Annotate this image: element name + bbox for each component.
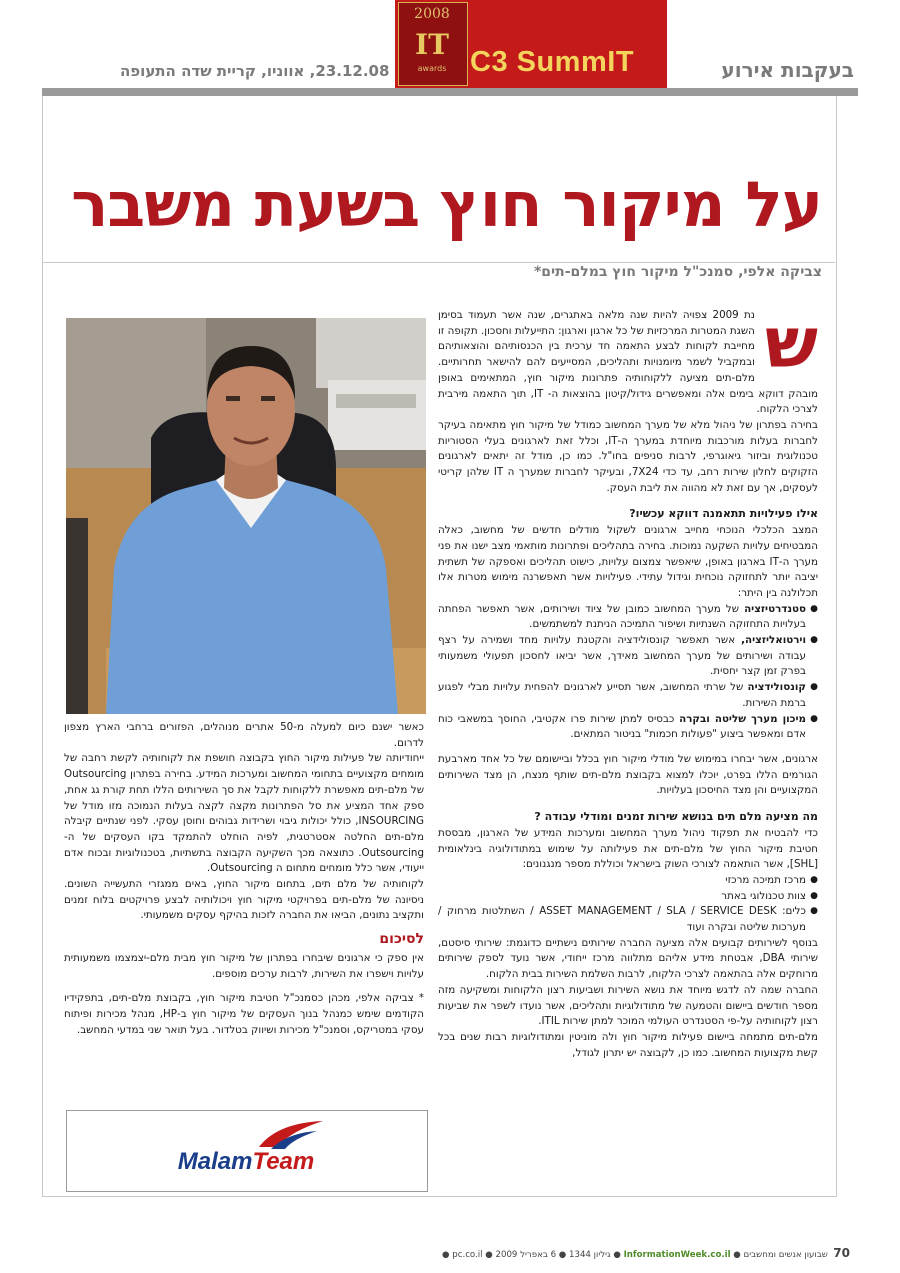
section-paragraph: בנוסף לשירותים קבועים אלה מציעה החברה שירותים נישתיים כדוגמת: שירותי סיסטם, שירותי DBA, אבטחת מידע אליהם מתלווה מרכז ייחודי, אשר נועד לספק שירותים מרוחקים אלה בהתאמה לצרכי הלקוח, לרבות השלמת השירות בבית הלקוח. bbox=[438, 936, 818, 981]
list-item: ● כלים: ASSET MANAGEMENT / SLA / SERVICE DESK / השתלטות מרחוק / מערכות שליטה ובקרה ועוד bbox=[438, 904, 806, 935]
body-paragraph: לקוחותיה של מלם תים, בתחום מיקור החוץ, באים ממגזרי התעשייה השונים. ניסיונה של מלם-תים בפרויקטי מיקור חוץ ויכולותיה לבצע פרויקטים בלוח זמנים ותקציב נתונים, הביאו את החברה לזכות בהיקף עסקים משמעותי. bbox=[64, 878, 424, 922]
activities-list bbox=[438, 602, 818, 743]
section-paragraph: החברה שמה לה לדגש מיוחד את נושא השירות ושביעות רצון הלקוחות ומשקיעה מזה מספר חודשים ביישום והטמעה של מתודולוגיות ותהליכים, אשר נועדו לשפר את שביעות רצון לקוחותיה על-פי הסטנדרט העולמי המוכר למתן שירות ITIL. bbox=[438, 983, 818, 1028]
body-paragraph: ייחודיותה של פעילות מיקור החוץ בקבוצה חושפת את לקוחותיה לקשת רחבה של מומחים מקצועיים בתחומי המחשוב ומערכות המידע. בחירה בפתרון Outsourcing של מלם-תים מאפשרת ללקוחות לקבל את סך השירותים הללו תחת קורת גג אחת, ספק אחד המציע את סל הפתרונות מקצה לקצה בעלות הנמוכה מזו מודל של INSOURCING, כולל יכולות גיבוי ושרידות גבוהים וחוסן עסקי. לפני שנתיים קיבלה מלם-תים החלטה אסטרטגית, לפיה הוחלט להתמקד בקו העסקים של ה-Outsourcing. כתוצאה מכך השקיעה הקבוצה בתשתיות, בטכנולוגיות ובכוח אדם ייעודי, אשר כלל מומחים מתחום ה Outsourcing. bbox=[64, 752, 424, 875]
author-note: * צביקה אלפי, מכהן כסמנכ"ל חטיבת מיקור חוץ, בקבוצת מלם-תים, בתפקידיו הקודמים שימש כמנהל בנוך העסקים של מיקור חוץ ב-HP, מנהל מכירות ופיתוח עסקי במטריקס, וסמנכ"ל מכירות ושיווק בטלדור. בעל תואר שני במדעי המחשב. bbox=[64, 992, 424, 1036]
section-heading-activities: אילו פעילויות תתאמנה דווקא עכשיו? bbox=[629, 507, 818, 521]
list-item: ● סטנדרטיזציה של מערך המחשוב כמובן של ציוד ושירותים, אשר תאפשר הפחתה בעלויות התחזוקה השנתיות ושיפור התמיכה הניתנת למשתמשים. bbox=[438, 602, 806, 633]
section-label: בעקבות אירוע bbox=[721, 58, 854, 82]
laurel-icon: IT bbox=[415, 28, 449, 61]
section-paragraph: המצב הכלכלי הנוכחי מחייב ארגונים לשקול מודלים חדשים של מחשוב, כאלה המבטיחים עלויות השקעה נמוכות. בחירה בתהליכים ופתרונות מותאמי מצב ישנו את פני מערך ה-IT בארגון באופן, שיאפשר צמצום עלויות, כישוט תהליכים ואספקה של תשתית יציבה יותר לתחזוקה נוכחית וגידול עתידי. פעילויות אשר תאפשרנה מימוש מטרות אלו תכלולנה בין היתר: bbox=[438, 524, 818, 599]
dropcap: ש bbox=[764, 302, 818, 384]
issue-info: גיליון 1344 ● 6 באפריל 2009 bbox=[495, 1250, 611, 1260]
page-number: 70 bbox=[833, 1246, 850, 1260]
intro-paragraph-2: בחירה בפתרון של ניהול מלא של מערך המחשוב כמודל של מיקור חוץ מתאימה בעיקר לחברות בעלות מורכבות מיוחדת במערך ה-IT, וכלל זאת לארגונים בעלי הסטוריות טכנולוגית וביזור גיאוגרפי, לרבות סניפים בחו"ל. כמו כן, מודל זה יתאים לארגונים הזקוקים לחלון שירות רחב, עד כדי 7X24, ובעיקר לחברות שמערך ה IT שלהן קריטי לעסקים, אך עם זאת לא מהווה את ליבת העסק. bbox=[438, 418, 818, 494]
summary-paragraph: אין ספק כי ארגונים שיבחרו בפתרון של מיקור חוץ מבית מלם-יצמצמו משמעותית עלויות וישפרו את השירות, לרבות ערכים מוספים. bbox=[64, 951, 424, 980]
article-headline: על מיקור חוץ בשעת משבר bbox=[71, 168, 822, 241]
swoosh-logo-icon bbox=[257, 1119, 327, 1151]
header-rule bbox=[42, 88, 858, 96]
author-photo bbox=[66, 318, 426, 714]
body-paragraph: כאשר ישנם כיום למעלה מ-50 אתרים מנוהלים, הפזורים ברחבי הארץ מצפון לדרום. bbox=[64, 721, 424, 749]
site-link-2[interactable]: pc.co.il bbox=[452, 1250, 483, 1260]
section-paragraph: ארגונים, אשר יבחרו במימוש של מודלי מיקור חוץ בכלל וביישומם של כל אחד מארבעת הגורמים הללו בפרט, יוכלו למצוא בקבוצת מלם-תים שותף מנצח, הן מצד השירותים המקצועיים והן מצד החיסכון בעלויות. bbox=[438, 752, 818, 797]
intro-paragraph-1: נת 2009 צפויה להיות שנה מלאה באתגרים, שנה אשר תעמוד בסימן השגת המטרות המרכזיות של כל ארגון וארגון: התייעלות וחסכון. תקופה זו מחייבת לקוחות לבצע התאמה חד ערכית בין הכנסותיהם והוצאותיהם ובמקביל לשמר מיומנויות ותהליכים, המסייעים להם להישאר תחרותיים. מלם-תים מציעה ללקוחותיה פתרונות מיקור חוץ, המתאימים באופן מובהק דווקא בימים אלה ומאפשרים גידול/קיטון בהוצאות ה- IT, תוך התאמה מירבית לצרכי הלקוח. bbox=[438, 309, 818, 416]
section-heading-offer: מה מציעה מלם תים בנושא שירות זמנים ומודלי עבודה ? bbox=[534, 810, 818, 824]
page-footer: 70 שבועון אנשים ומחשבים ● InformationWeek.co.il ● גיליון 1344 ● 6 באפריל 2009 ● pc.co.il ● bbox=[442, 1246, 850, 1260]
section-paragraph: מלם-תים מתמחה ביישום פעילות מיקור חוץ ולה מוניטין ומתודולוגיות רבות שנים בכל קשת מקצועות המחשוב. כמו כן, לקבוצה יש יתרון לגודל, bbox=[438, 1030, 818, 1059]
list-item: ● מרכז תמיכה מרכזי bbox=[438, 873, 806, 889]
banner-title: C3 SummIT bbox=[470, 46, 635, 78]
badge-year: 2008 bbox=[414, 6, 450, 22]
mechanisms-list bbox=[438, 873, 818, 936]
list-item: ● צוות טכנולוגי באתר bbox=[438, 889, 806, 905]
magazine-name: שבועון אנשים ומחשבים bbox=[743, 1250, 828, 1260]
left-column bbox=[64, 720, 424, 1038]
site-link[interactable]: InformationWeek.co.il bbox=[623, 1250, 731, 1260]
badge-awards-label: awards bbox=[417, 64, 447, 73]
title-divider bbox=[42, 262, 835, 263]
section-paragraph: כדי להבטיח את תפקוד ניהול מערך המחשוב ומערכות המידע של הארגון, מבססת חטיבת מיקור החוץ של מלם-תים את פעילותה על שימוש במתודולוגיה בינלאומית [SHL], אשר הותאמה לצורכי השוק בישראל וכוללת מספר מנגנונים: bbox=[438, 826, 818, 871]
summary-heading: לסיכום bbox=[379, 931, 424, 948]
list-item: ● מיכון מערך שליטה ובקרה כבסיס למתן שירות פרו אקטיבי, החוסך במשאבי כוח אדם ומאפשר ביצוע "פעולות חכמות" בניטור המתאים. bbox=[438, 712, 806, 743]
article-byline: צביקה אלפי, סמנכ"ל מיקור חוץ במלם-תים* bbox=[533, 264, 822, 280]
list-item: ● וירטואליזציה, אשר תאפשר קונסולידציה והקטנת עלויות מחד ושמירה על רצף עבודה ושירותים של מערך המחשוב מאידך, אשר יביאו לחסכון תפעולי משמעותי בפרק זמן קצר יחסית. bbox=[438, 633, 806, 680]
list-item: ● קונסולידציה של שרתי המחשוב, אשר תסייע לארגונים להפחית עלויות מבלי לפגוע ברמת השירות. bbox=[438, 680, 806, 711]
right-column bbox=[438, 302, 818, 1061]
malamteam-logo: MalamTeam bbox=[177, 1148, 315, 1175]
event-details: 23.12.08, אווניו, קריית שדה התעופה bbox=[120, 62, 390, 80]
